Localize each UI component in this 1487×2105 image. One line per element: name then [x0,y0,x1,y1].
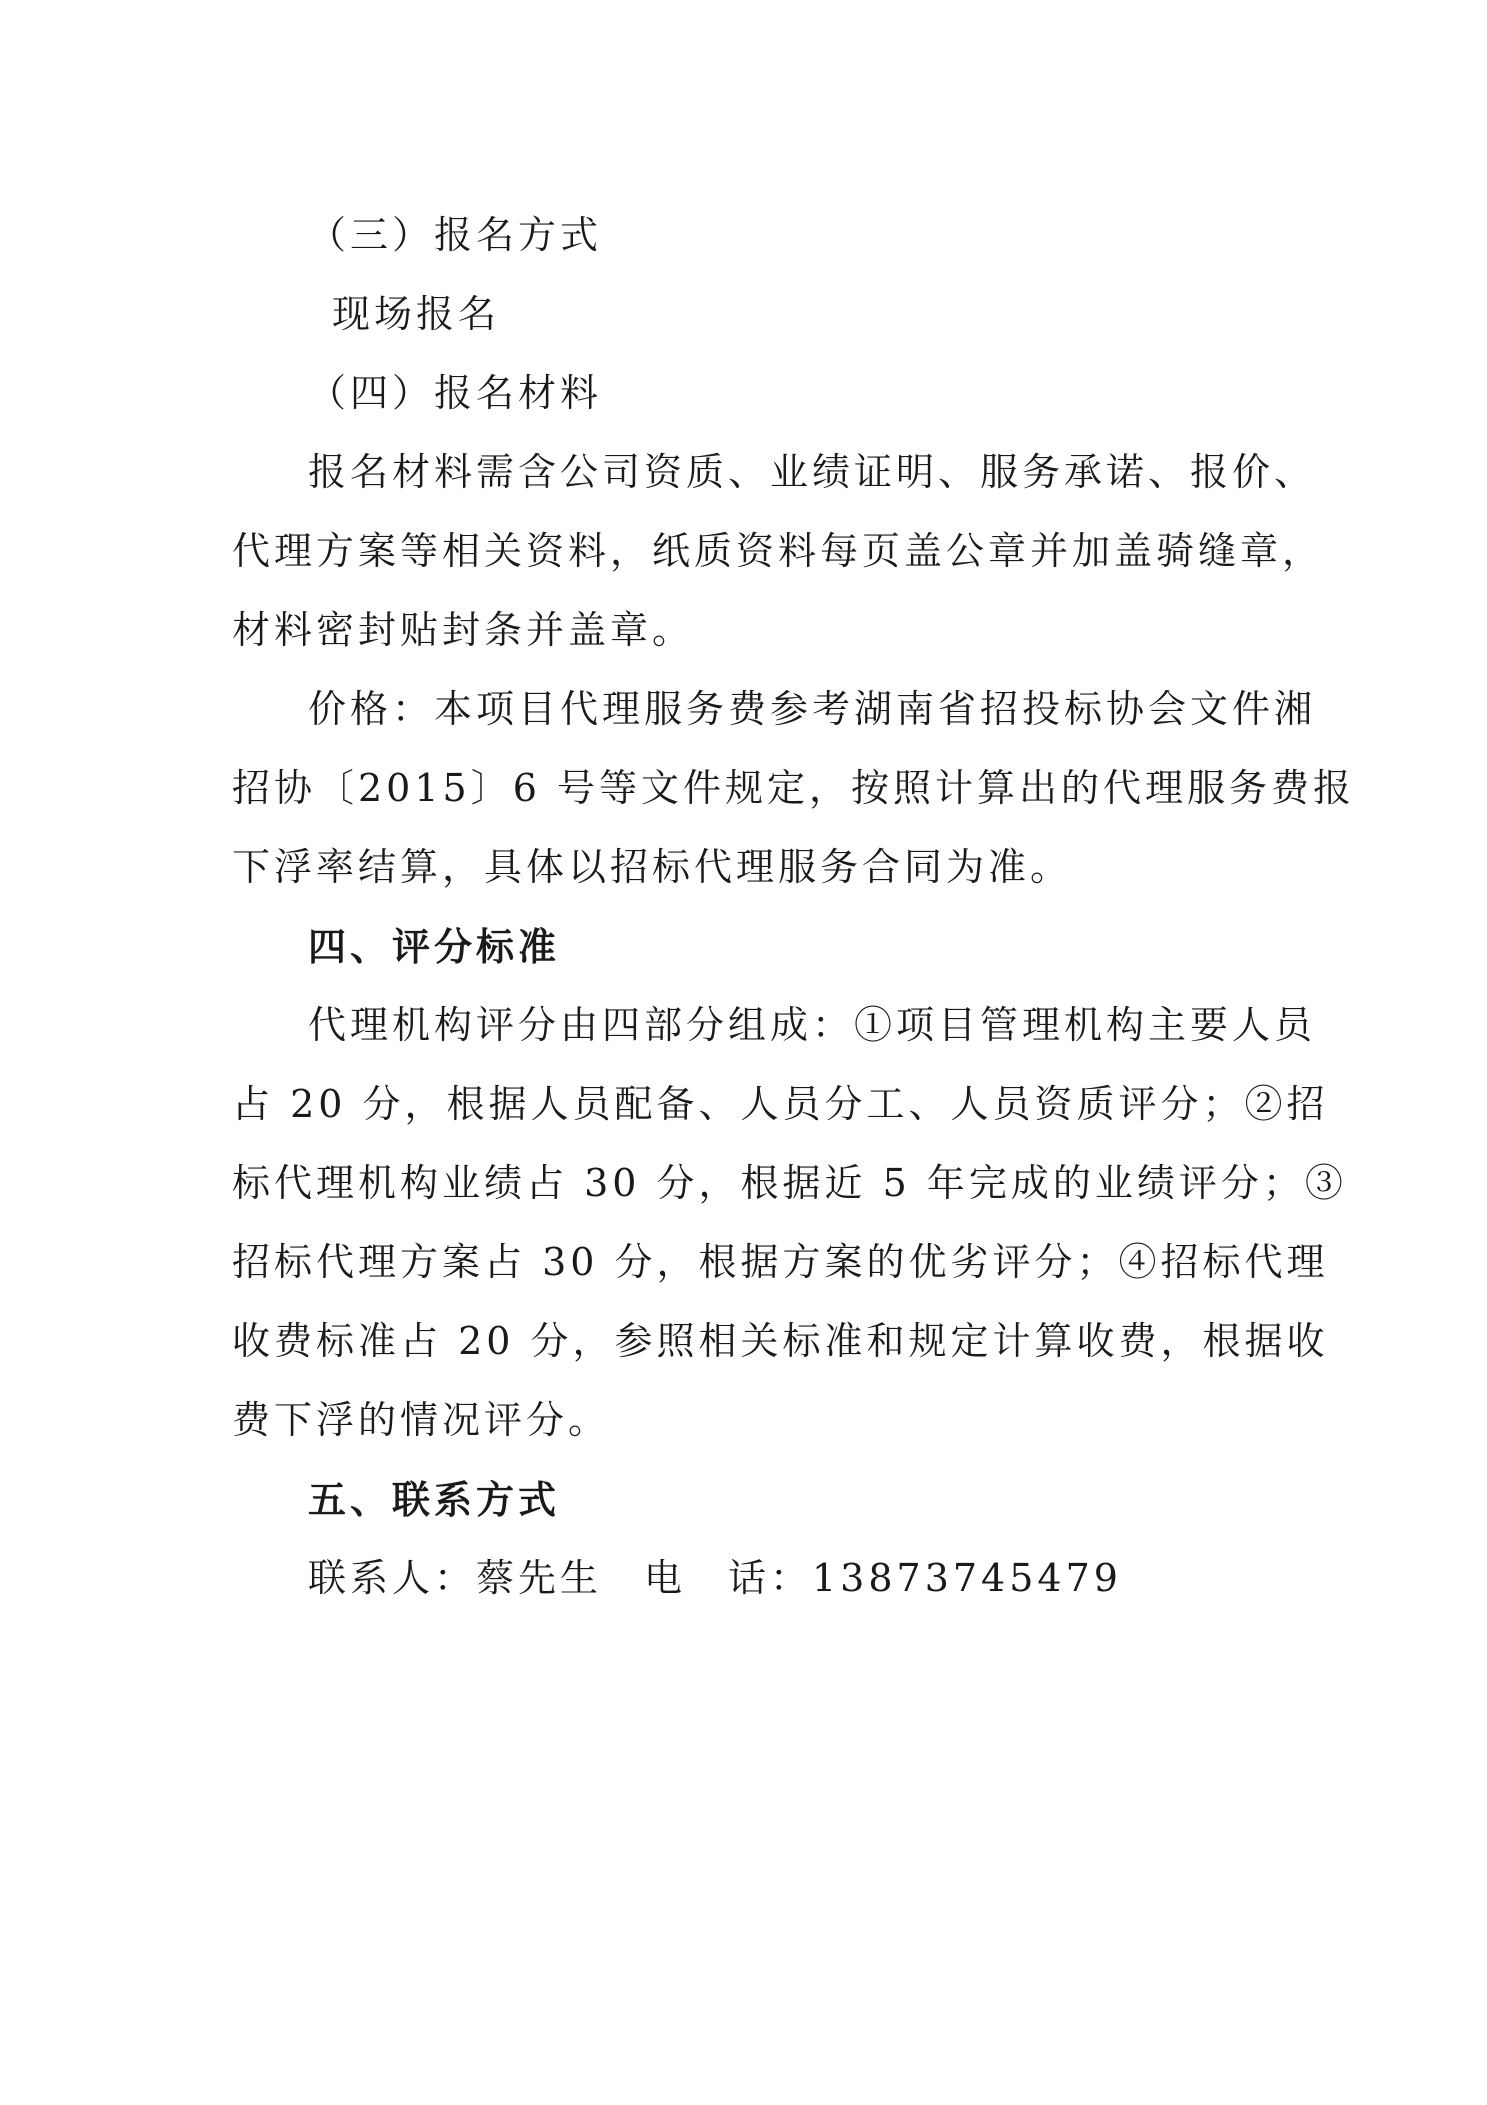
materials-paragraph [232,433,1325,670]
materials-line: 报名材料需含公司资质、业绩证明、服务承诺、报价、 [308,450,1317,494]
price-line: 价格：本项目代理服务费参考湖南省招投标协会文件湘 [308,687,1317,731]
scoring-line: 招标代理方案占 30 分，根据方案的优劣评分；④招标代理 [232,1240,1329,1284]
contact-info: 联系人：蔡先生 电 话：13873745479 [308,1556,1122,1600]
price-paragraph [232,670,1355,907]
materials-line: 材料密封贴封条并盖章。 [232,608,695,652]
section-heading-registration-method: （三）报名方式 [308,213,603,257]
scoring-paragraph [232,986,1347,1460]
scoring-line: 标代理机构业绩占 30 分，根据近 5 年完成的业绩评分；③ [232,1161,1347,1205]
scoring-line: 占 20 分，根据人员配备、人员分工、人员资质评分；②招 [232,1082,1329,1126]
scoring-line: 费下浮的情况评分。 [232,1398,611,1442]
price-line: 招协〔2015〕6 号等文件规定，按照计算出的代理服务费报 [232,766,1355,810]
price-line: 下浮率结算，具体以招标代理服务合同为准。 [232,845,1073,889]
scoring-line: 收费标准占 20 分，参照相关标准和规定计算收费，根据收 [232,1319,1329,1363]
registration-method-text: 现场报名 [332,292,501,336]
materials-line: 代理方案等相关资料，纸质资料每页盖公章并加盖骑缝章， [232,529,1325,573]
document-body [232,196,1355,1618]
section-heading-registration-materials: （四）报名材料 [308,371,603,415]
section-heading-scoring-criteria: 四、评分标准 [308,924,561,969]
section-heading-contact: 五、联系方式 [308,1477,561,1522]
scoring-line: 代理机构评分由四部分组成：①项目管理机构主要人员 [308,1003,1317,1047]
